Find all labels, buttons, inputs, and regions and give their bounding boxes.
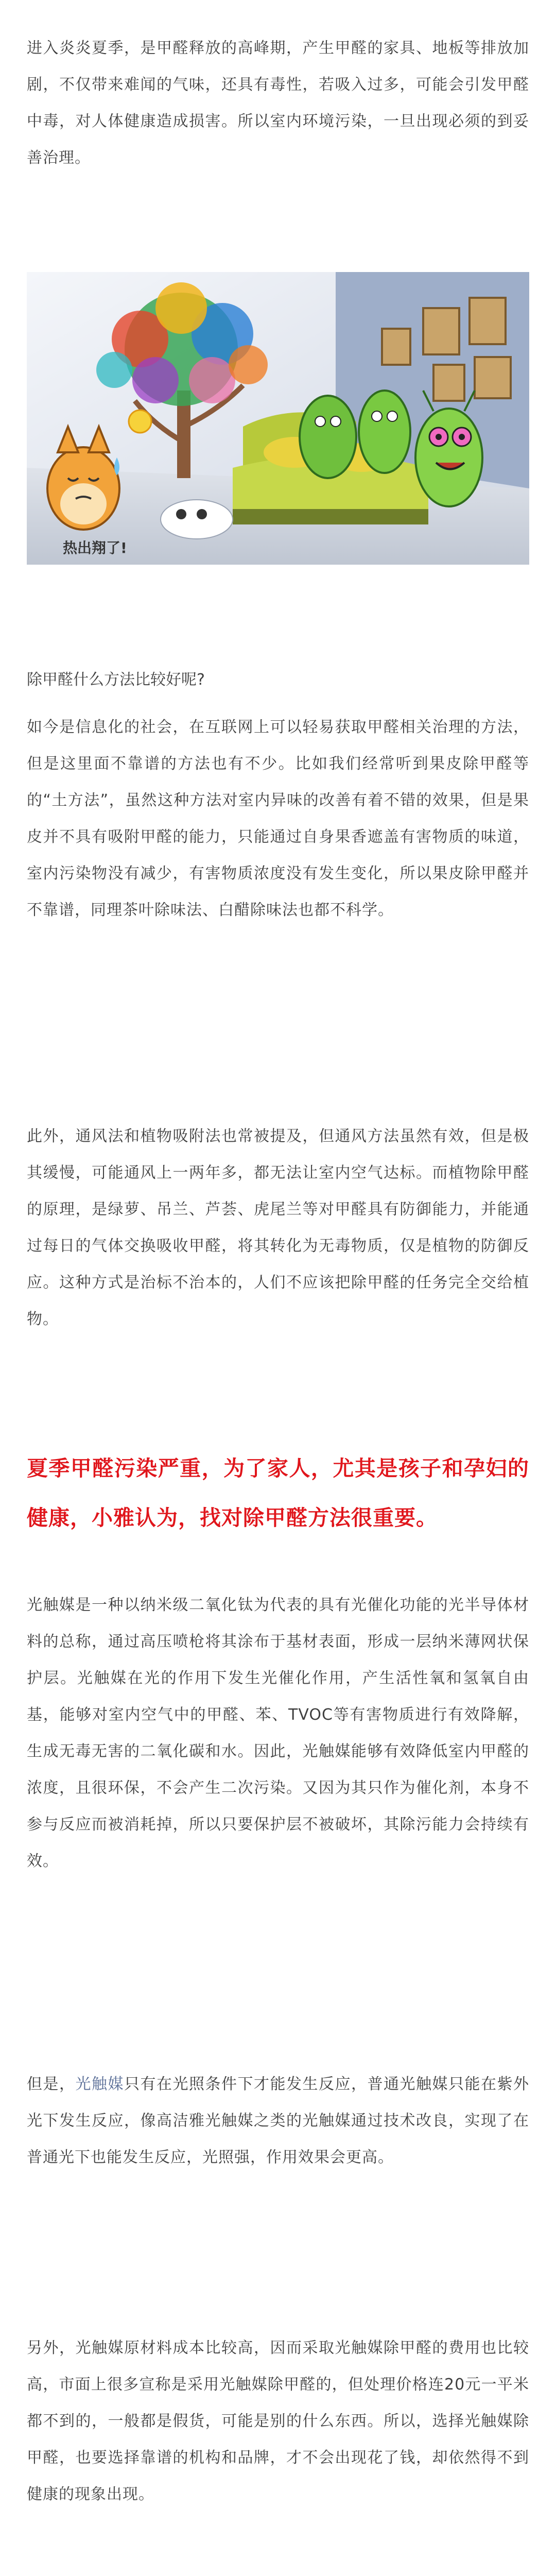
paragraph-cost: 另外，光触媒原材料成本比较高，因而采取光触媒除甲醛的费用也比较高，市面上很多宣称是采用光触媒除甲醛的，但处理价格连20元一平米都不到的，一般都是假货，可能是别的什么东西。所以，选择光触媒除甲醛，也要选择靠谱的机构和品牌，才不会出现花了钱，却依然得不到健康的现象出现。 <box>27 2339 529 2503</box>
paragraph-folk-methods: 如今是信息化的社会，在互联网上可以轻易获取甲醛相关治理的方法，但是这里面不靠谱的方法也有不少。比如我们经常听到果皮除甲醛等的“土方法”，虽然这种方法对室内异味的改善有着不错的效果，但是果皮并不具有吸附甲醛的能力，只能通过自身果香遮盖有害物质的味道，室内污染物没有减少，有害物质浓度没有发生变化，所以果皮除甲醛并不靠谱，同理茶叶除味法、白醋除味法也都不科学。 <box>27 718 529 919</box>
illustration-caption: 热出翔了! <box>63 539 127 556</box>
p5-prefix: 但是， <box>27 2075 76 2093</box>
room-illustration <box>27 272 529 565</box>
paragraph-intro: 进入炎炎夏季，是甲醛释放的高峰期，产生甲醛的家具、地板等排放加剧，不仅带来难闻的气味，还具有毒性，若吸入过多，可能会引发甲醛中毒，对人体健康造成损害。所以室内环境污染，一旦出现必须的到妥善治理。 <box>27 39 529 167</box>
floor-toy <box>161 500 233 539</box>
sun-icon <box>129 410 151 433</box>
p5-suffix: 只有在光照条件下才能发生反应，普通光触媒只能在紫外光下发生反应，像高洁雅光触媒之类的光触媒通过技术改良，实现了在普通光下也能发生反应，光照强，作用效果会更高。 <box>27 2075 529 2166</box>
paragraph-ventilation-plants: 此外，通风法和植物吸附法也常被提及，但通风方法虽然有效，但是极其缓慢，可能通风上一两年多，都无法让室内空气达标。而植物除甲醛的原理，是绿萝、吊兰、芦荟、虎尾兰等对甲醛具有防御能力，并能通过每日的气体交换吸收甲醛，将其转化为无毒物质，仅是植物的防御反应。这种方式是治标不治本的，人们不应该把除甲醛的任务完全交给植物。 <box>27 1127 529 1328</box>
photocatalyst-link[interactable]: 光触媒 <box>75 2075 124 2093</box>
article-illustration <box>27 272 529 565</box>
highlight-statement: 夏季甲醛污染严重，为了家人，尤其是孩子和孕妇的健康，小雅认为，找对除甲醛方法很重要。 <box>27 1456 529 1530</box>
section-question: 除甲醛什么方法比较好呢? <box>27 671 205 689</box>
paragraph-photocatalyst: 光触媒是一种以纳米级二氧化钛为代表的具有光催化功能的光半导体材料的总称，通过高压喷枪将其涂布于基材表面，形成一层纳米薄网状保护层。光触媒在光的作用下发生光催化作用，产生活性氧和氢氧自由基，能够对室内空气中的甲醛、苯、TVOC等有害物质进行有效降解，生成无毒无害的二氧化碳和水。因此，光触媒能够有效降低室内甲醛的浓度，且很环保，不会产生二次污染。又因为其只作为催化剂，本身不参与反应而被消耗掉，所以只要保护层不被破坏，其除污能力会持续有效。 <box>27 1596 529 1870</box>
paragraph-light-condition <box>27 2066 529 2176</box>
